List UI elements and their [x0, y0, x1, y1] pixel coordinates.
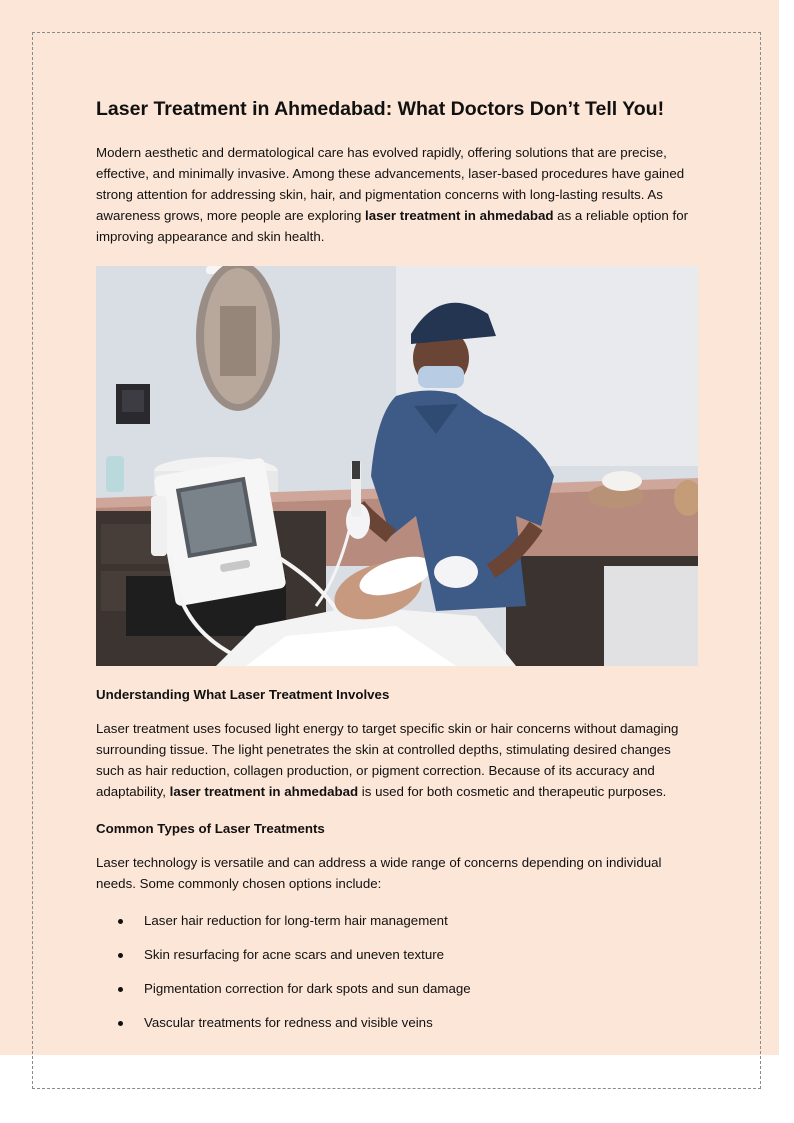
list-item-text: Laser hair reduction for long-term hair management — [144, 913, 448, 928]
list-item — [96, 912, 702, 930]
list-item-text: Skin resurfacing for acne scars and uneven texture — [144, 947, 445, 962]
intro-text-end: as a reliable option for improving appearance and skin health. — [96, 208, 689, 244]
section-paragraph-understanding — [96, 718, 702, 802]
intro-paragraph — [96, 142, 702, 247]
section-heading-types: Common Types of Laser Treatments — [96, 821, 325, 836]
section1-keyword: laser treatment in ahmedabad — [169, 784, 359, 799]
bullet-icon — [118, 953, 123, 958]
list-item — [96, 980, 702, 998]
bullet-icon — [118, 987, 123, 992]
section1-text-end: is used for both cosmetic and therapeutic purposes. — [358, 784, 667, 799]
hero-image-illustration — [96, 266, 698, 666]
treatment-list — [96, 912, 702, 1032]
bullet-icon — [118, 1021, 123, 1026]
list-item — [96, 1014, 702, 1032]
section-heading-understanding: Understanding What Laser Treatment Involves — [96, 687, 390, 702]
section1-text-start: Laser treatment uses focused light energy to target specific skin or hair concerns without damaging surrounding tissue. The light penetrates the skin at controlled depths, stimulating desired changes such as hair reduction, collagen production, or pigment correction. Because of its accuracy and adaptability, — [96, 721, 679, 799]
list-item-text: Pigmentation correction for dark spots and sun damage — [144, 981, 471, 996]
list-item — [96, 946, 702, 964]
hero-image — [96, 266, 698, 666]
intro-keyword: laser treatment in ahmedabad — [365, 208, 554, 223]
section-paragraph-types: Laser technology is versatile and can address a wide range of concerns depending on individual needs. Some commonly chosen options include: — [96, 855, 662, 891]
article — [96, 96, 702, 1048]
intro-text-start: Modern aesthetic and dermatological care has evolved rapidly, offering solutions that are precise, effective, and minimally invasive. Among these advancements, laser-based procedures have gained strong attention for addressing skin, hair, and pigmentation concerns with long-lasting results. As awareness grows, more people are exploring — [96, 145, 685, 223]
list-item-text: Vascular treatments for redness and visible veins — [144, 1015, 433, 1030]
bullet-icon — [118, 919, 123, 924]
article-title: Laser Treatment in Ahmedabad: What Doctors Don’t Tell You! — [96, 98, 665, 120]
